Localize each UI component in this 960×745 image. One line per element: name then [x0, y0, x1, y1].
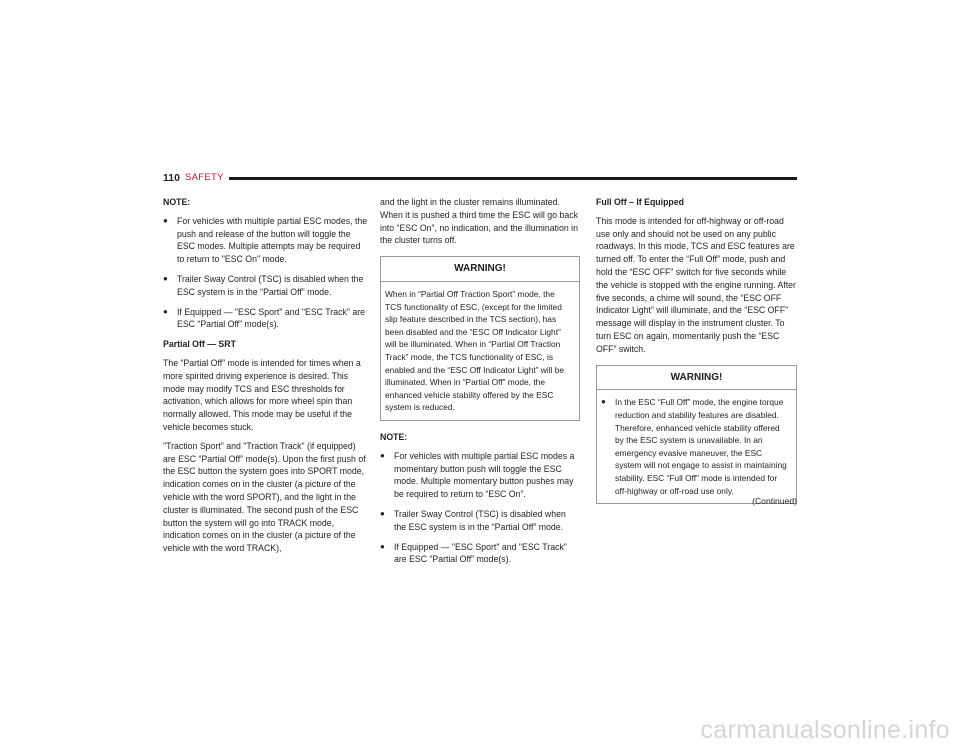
continued-label: (Continued) — [752, 496, 797, 506]
list-item — [163, 273, 369, 299]
bullet-icon: ● — [380, 508, 385, 518]
warning-title: WARNING! — [381, 257, 579, 282]
list-item — [380, 508, 580, 534]
bullet-text: If Equipped — "ESC Sport" and "ESC Track" are ESC “Partial Off” mode(s). — [177, 306, 365, 330]
section-heading: Full Off – If Equipped — [596, 197, 684, 207]
bullet-icon: ● — [163, 306, 168, 316]
note-label: NOTE: — [380, 431, 408, 442]
bullet-text: Trailer Sway Control (TSC) is disabled when the ESC system is in the “Partial Off” mode. — [394, 508, 566, 532]
warning-box — [380, 256, 580, 421]
paragraph: "Traction Sport" and "Traction Track" (if equipped) are ESC “Partial Off” mode(s). Upon the first push of the ESC button the system goes into SPORT mode, indication comes on in the cluster (a picture of the vehicle with the word SPORT), and the light in the cluster is illuminated. The second push of the ESC button the system will go into TRACK mode, indication comes on in the cluster (a picture of the vehicle with the word TRACK), — [163, 440, 366, 554]
warning-body — [597, 390, 796, 503]
bullet-icon: ● — [163, 215, 168, 225]
header-rule — [229, 177, 797, 180]
list-item — [380, 450, 580, 501]
section-heading: Partial Off — SRT — [163, 339, 236, 350]
warning-text: In the ESC “Full Off” mode, the engine torque reduction and stability features are disabled. Therefore, enhanced vehicle stability offered by the ESC system is unavailable. In an emergency evasive maneuver, the ESC system will not engage to assist in maintaining stability. ESC “Full Off” mode is intended for off-highway or off-road use only. — [615, 397, 787, 496]
bullet-icon: ● — [380, 541, 385, 551]
paragraph: This mode is intended for off-highway or off-road use only and should not be used on any public roadways. In this mode, TCS and ESC features are turned off. To enter the “Full Off” mode, push and hold the “ESC OFF” switch for five seconds while the vehicle is stopped with the engine running. After five seconds, a chime will sound, the “ESC OFF Indicator Light” will illuminate, and the “ESC OFF” message will display in the instrument cluster. To turn ESC on again, momentarily push the “ESC OFF” switch. — [596, 215, 796, 354]
watermark: carmanualsonline.info — [700, 716, 950, 744]
warning-text: When in “Partial Off Traction Sport” mode, the TCS functionality of ESC, (except for the limited slip feature described in the TCS section), has been disabled and the “ESC Off Indicator Light” will be illuminated. When in “Partial Off Traction Track” mode, the TCS functionality of ESC, is enabled and the “ESC Off Indicator Light” will be illuminated. When in “Partial Off” mode, the enhanced vehicle stability offered by the ESC system is reduced. — [385, 288, 565, 413]
watermark-footer — [0, 712, 960, 742]
column-2 — [380, 196, 580, 573]
column-3 — [596, 196, 797, 514]
section-title: SAFETY — [185, 172, 224, 183]
bullet-icon: ● — [163, 273, 168, 283]
bullet-text: For vehicles with multiple partial ESC modes a momentary button push will toggle the ESC mode. Multiple momentary button pushes may be required to return to “ESC On”. — [394, 450, 575, 500]
bullet-icon: ● — [601, 397, 606, 407]
page-header — [163, 172, 797, 188]
bullet-icon: ● — [380, 450, 385, 460]
paragraph: The “Partial Off” mode is intended for times when a more spirited driving experience is desired. This mode may modify TCS and ESC thresholds for activation, which allows for more wheel spin than normally allowed. This mode may be useful if the vehicle becomes stuck. — [163, 357, 361, 432]
paragraph: and the light in the cluster remains illuminated. When it is pushed a third time the ESC will go back into “ESC On”, no indication, and the illumination in the cluster turns off. — [380, 197, 578, 246]
warning-title: WARNING! — [597, 366, 796, 391]
warning-box — [596, 365, 797, 505]
page-number: 110 — [163, 172, 180, 184]
bullet-text: For vehicles with multiple partial ESC modes, the push and release of the button will toggle the ESC modes. Multiple attempts may be required to return to "ESC On" mode. — [177, 215, 368, 265]
note-label: NOTE: — [163, 197, 191, 207]
list-item — [601, 396, 790, 497]
list-item — [163, 306, 369, 332]
column-1 — [163, 196, 369, 561]
bullet-text: If Equipped — "ESC Sport" and "ESC Track" are ESC “Partial Off” mode(s). — [394, 541, 567, 565]
list-item — [380, 541, 580, 567]
list-item — [163, 215, 369, 266]
bullet-text: Trailer Sway Control (TSC) is disabled when the ESC system is in the “Partial Off” mode. — [177, 273, 364, 297]
